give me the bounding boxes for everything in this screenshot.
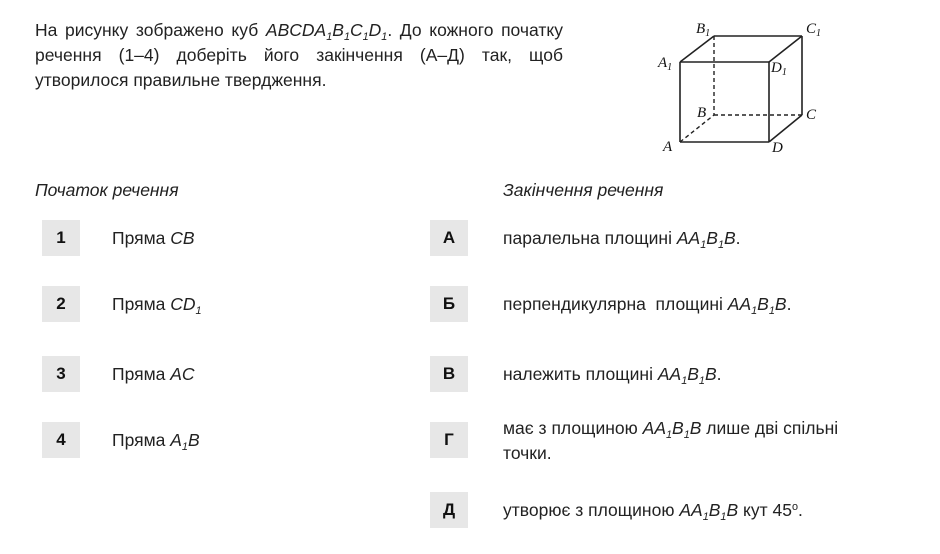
label-a1: $A_1$ — [658, 55, 673, 73]
start-text-2: Пряма $CD_1$ — [112, 294, 202, 318]
ending-letter-b: Б — [430, 286, 468, 322]
label-d: D — [772, 140, 783, 156]
ending-text-h: має з площиною $AA_1B_1B$ лише дві спільні точки. — [503, 418, 839, 463]
ending-letter-d: Д — [430, 492, 468, 528]
task-statement — [35, 18, 563, 93]
start-text-4: Пряма $A_1B$ — [112, 430, 200, 454]
ending-letter-a: А — [430, 220, 468, 256]
start-text-3: Пряма AC — [112, 364, 195, 384]
start-number-3: 3 — [42, 356, 80, 392]
label-c1: $C_1$ — [806, 21, 822, 39]
right-column-header: Закінчення речення — [503, 180, 664, 200]
label-d1: $D_1$ — [771, 60, 787, 78]
intro-text: На рисунку зображено куб — [35, 20, 266, 40]
ending-letter-v: В — [430, 356, 468, 392]
label-c: C — [806, 107, 817, 123]
start-number-1: 1 — [42, 220, 80, 256]
cube-name: $ABCDA_1B_1C_1D_1$ — [265, 20, 388, 44]
start-number-4: 4 — [42, 422, 80, 458]
label-b: B — [697, 105, 707, 121]
start-text-1: Пряма CB — [112, 228, 195, 248]
label-b1: $B_1$ — [696, 21, 711, 39]
cube-figure — [650, 14, 830, 156]
intro-text-continued: . До кожного початку речення (1–4) доберіть його закінчення (А–Д) так, щоб утворилося правильне твердження. — [35, 20, 563, 90]
ending-letter-h: Г — [430, 422, 468, 458]
left-column-header: Початок речення — [35, 180, 179, 200]
ending-text-d: утворює з площиною $AA_1B_1B$ кут 45$^o$. — [503, 500, 803, 524]
degree-sign: o — [791, 501, 798, 514]
ending-text-b: перпендикулярна площині $AA_1B_1B$. — [503, 294, 792, 318]
edge-d1c1 — [769, 36, 802, 62]
label-a: A — [663, 139, 673, 155]
start-number-2: 2 — [42, 286, 80, 322]
edge-dc — [769, 115, 802, 142]
ending-text-v: належить площині $AA_1B_1B$. — [503, 364, 722, 388]
ending-text-a: паралельна площині $AA_1B_1B$. — [503, 228, 741, 252]
edge-a1b1 — [680, 36, 714, 62]
